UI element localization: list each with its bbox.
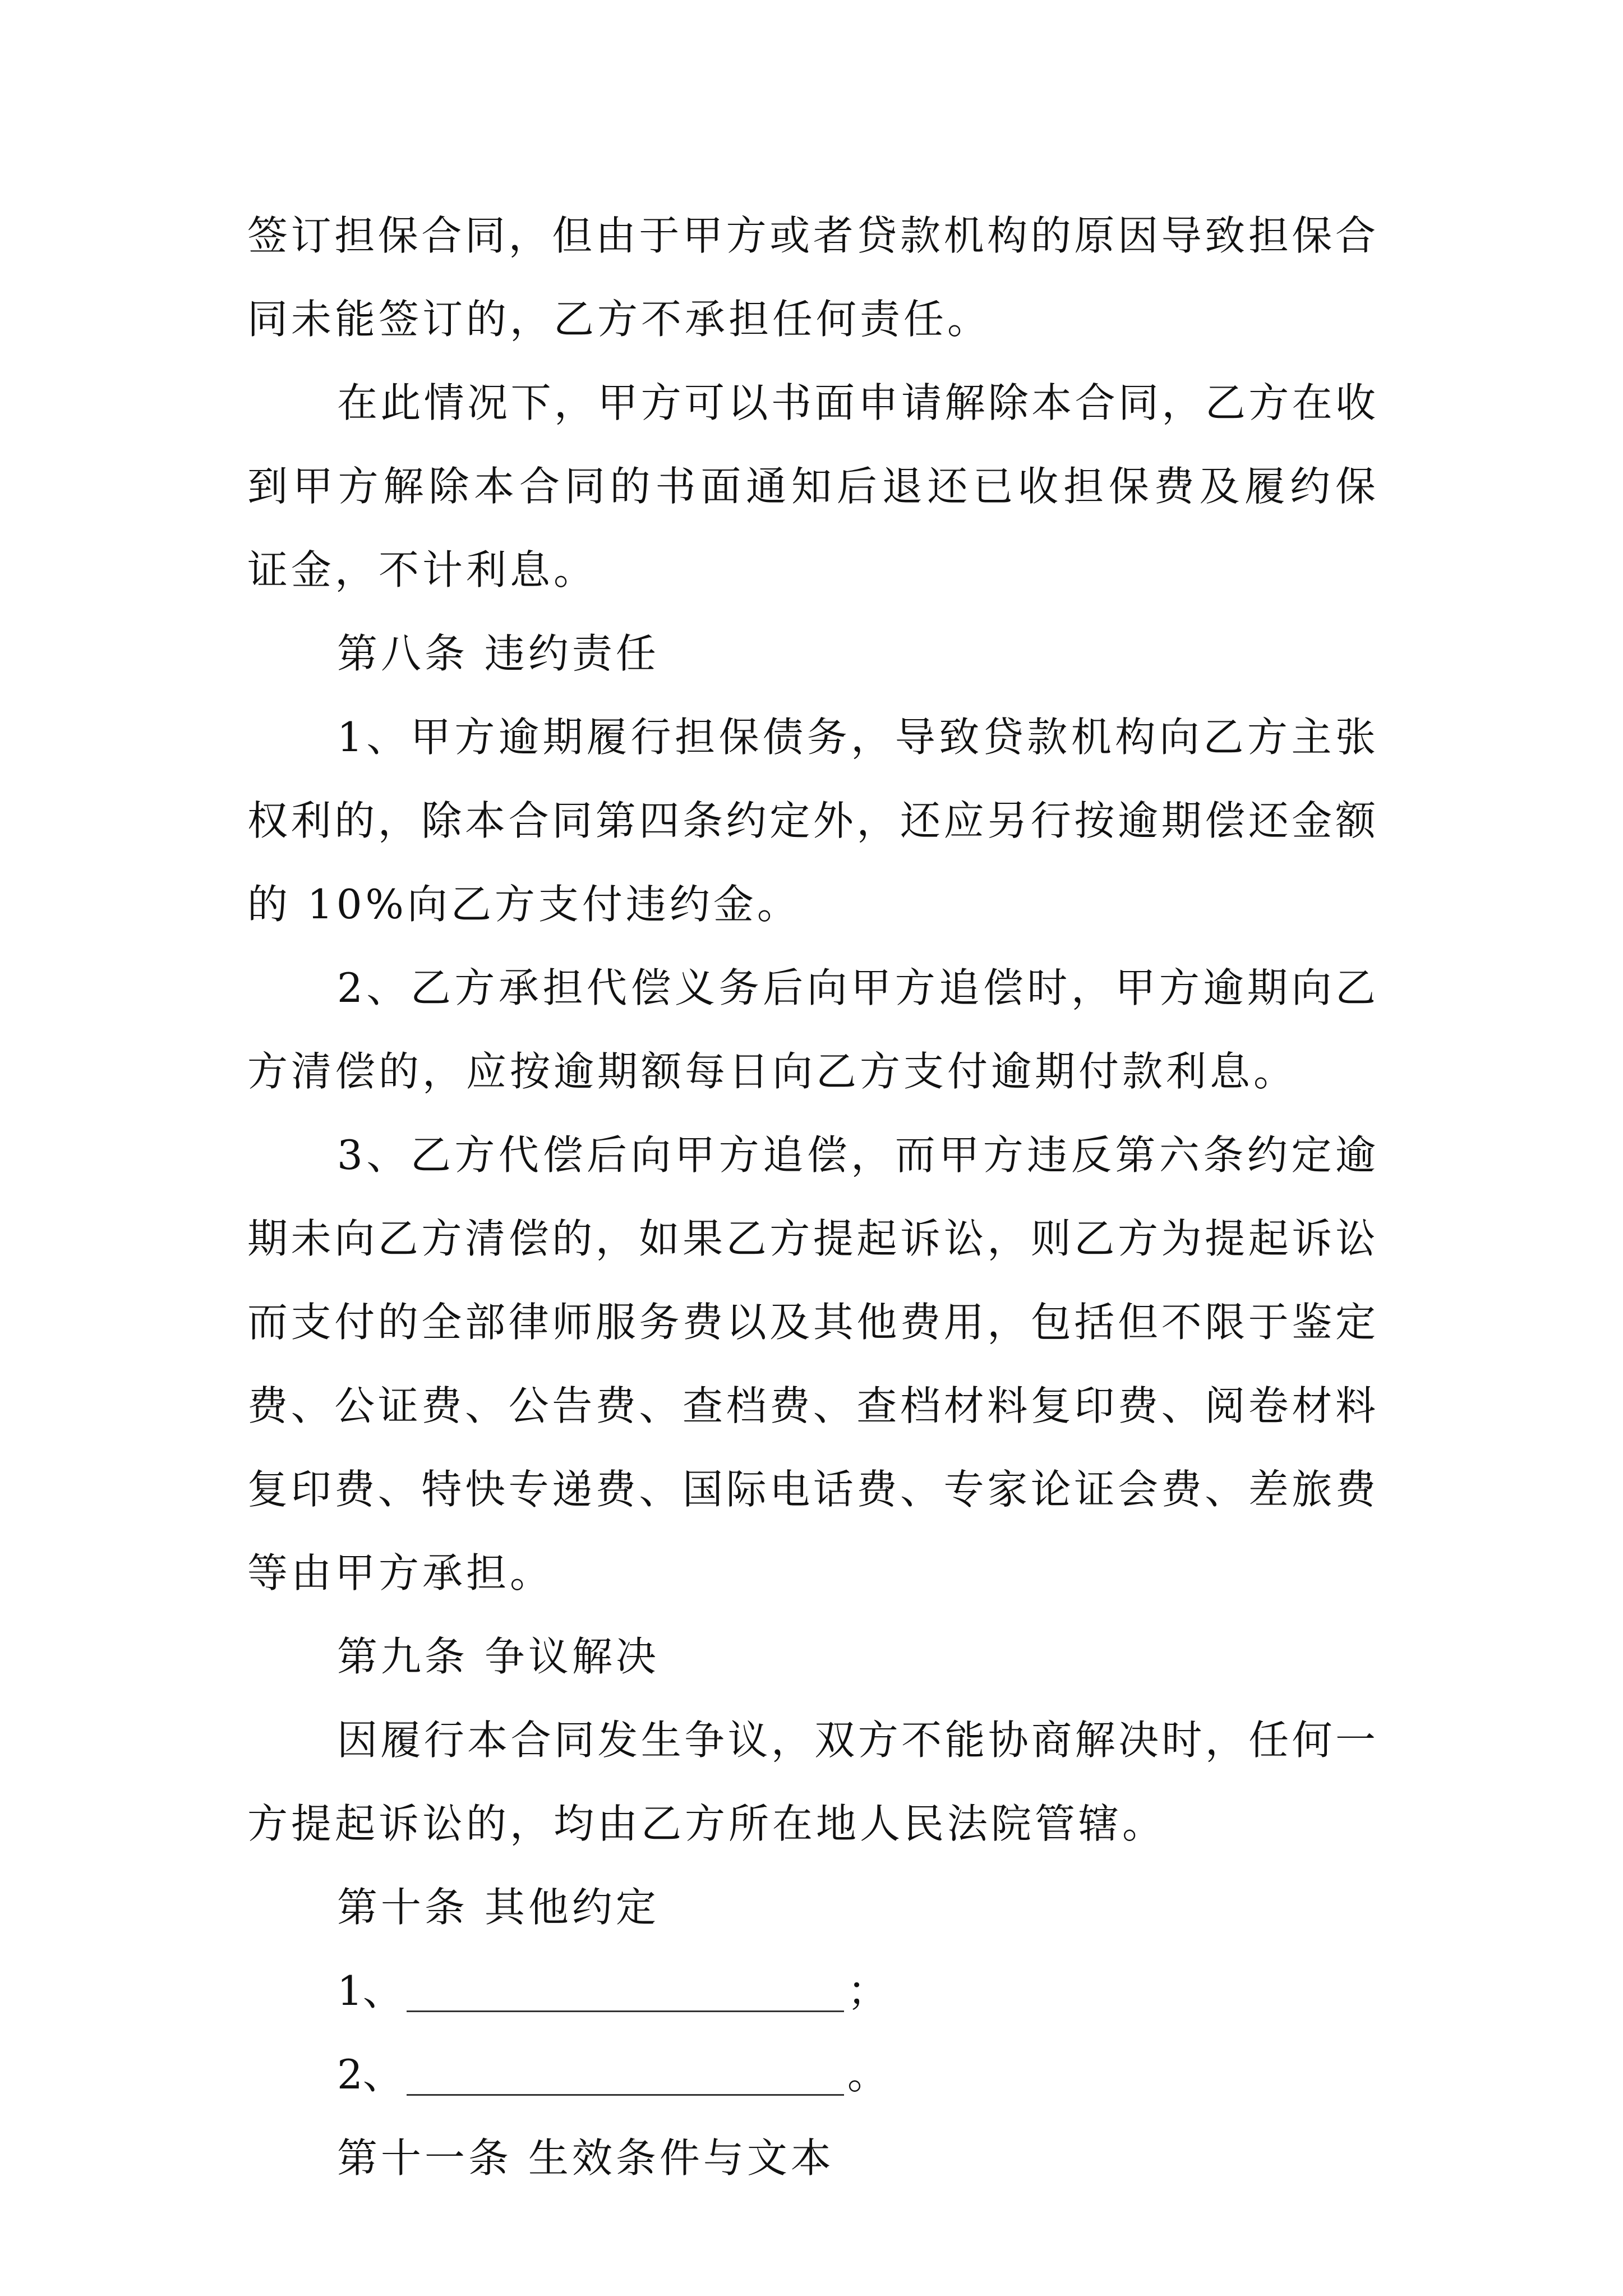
- text-line: 3、乙方代偿后向甲方追偿，而甲方违反第六条约定逾: [337, 1131, 1376, 1179]
- text-line: 同未能签订的，乙方不承担任何责任。: [247, 296, 992, 343]
- text-line: 方提起诉讼的，均由乙方所在地人民法院管辖。: [247, 1800, 1166, 1847]
- text-line: 在此情况下，甲方可以书面申请解除本合同，乙方在收: [337, 379, 1376, 426]
- item-end-punctuation: ；: [847, 1967, 888, 2014]
- text-line: 方清偿的，应按逾期额每日向乙方支付逾期付款利息。: [247, 1048, 1298, 1095]
- text-line: 1、甲方逾期履行担保债务，导致贷款机构向乙方主张: [337, 714, 1376, 761]
- item-number: 1、: [337, 1967, 403, 2014]
- text-line: 复印费、特快专递费、国际电话费、专家论证会费、差旅费: [247, 1466, 1376, 1513]
- text-line: 费、公证费、公告费、查档费、查档材料复印费、阅卷材料: [247, 1382, 1376, 1429]
- article-heading: 第八条 违约责任: [337, 630, 660, 677]
- fill-in-blank[interactable]: [407, 2032, 844, 2096]
- blank-item: [337, 1949, 888, 2033]
- item-end-punctuation: 。: [847, 2051, 888, 2098]
- article-heading: 第九条 争议解决: [337, 1633, 660, 1680]
- text-line: 证金，不计利息。: [247, 546, 598, 593]
- text-line: 等由甲方承担。: [247, 1549, 554, 1596]
- text-line: 权利的，除本合同第四条约定外，还应另行按逾期偿还金额: [247, 797, 1376, 844]
- article-heading: 第十一条 生效条件与文本: [337, 2134, 834, 2182]
- fill-in-blank[interactable]: [407, 1949, 844, 2012]
- text-line: 因履行本合同发生争议，双方不能协商解决时，任何一: [337, 1717, 1376, 1764]
- article-heading: 第十条 其他约定: [337, 1884, 660, 1931]
- text-line: 2、乙方承担代偿义务后向甲方追偿时，甲方逾期向乙: [337, 964, 1376, 1011]
- text-line: 期未向乙方清偿的，如果乙方提起诉讼，则乙方为提起诉讼: [247, 1215, 1376, 1262]
- item-number: 2、: [337, 2051, 403, 2098]
- blank-item: [337, 2032, 888, 2116]
- text-line: 而支付的全部律师服务费以及其他费用，包括但不限于鉴定: [247, 1299, 1376, 1346]
- text-line: 的 10%向乙方支付违约金。: [247, 881, 801, 928]
- text-line: 签订担保合同，但由于甲方或者贷款机构的原因导致担保合: [247, 212, 1376, 259]
- text-line: 到甲方解除本合同的书面通知后退还已收担保费及履约保: [247, 463, 1376, 510]
